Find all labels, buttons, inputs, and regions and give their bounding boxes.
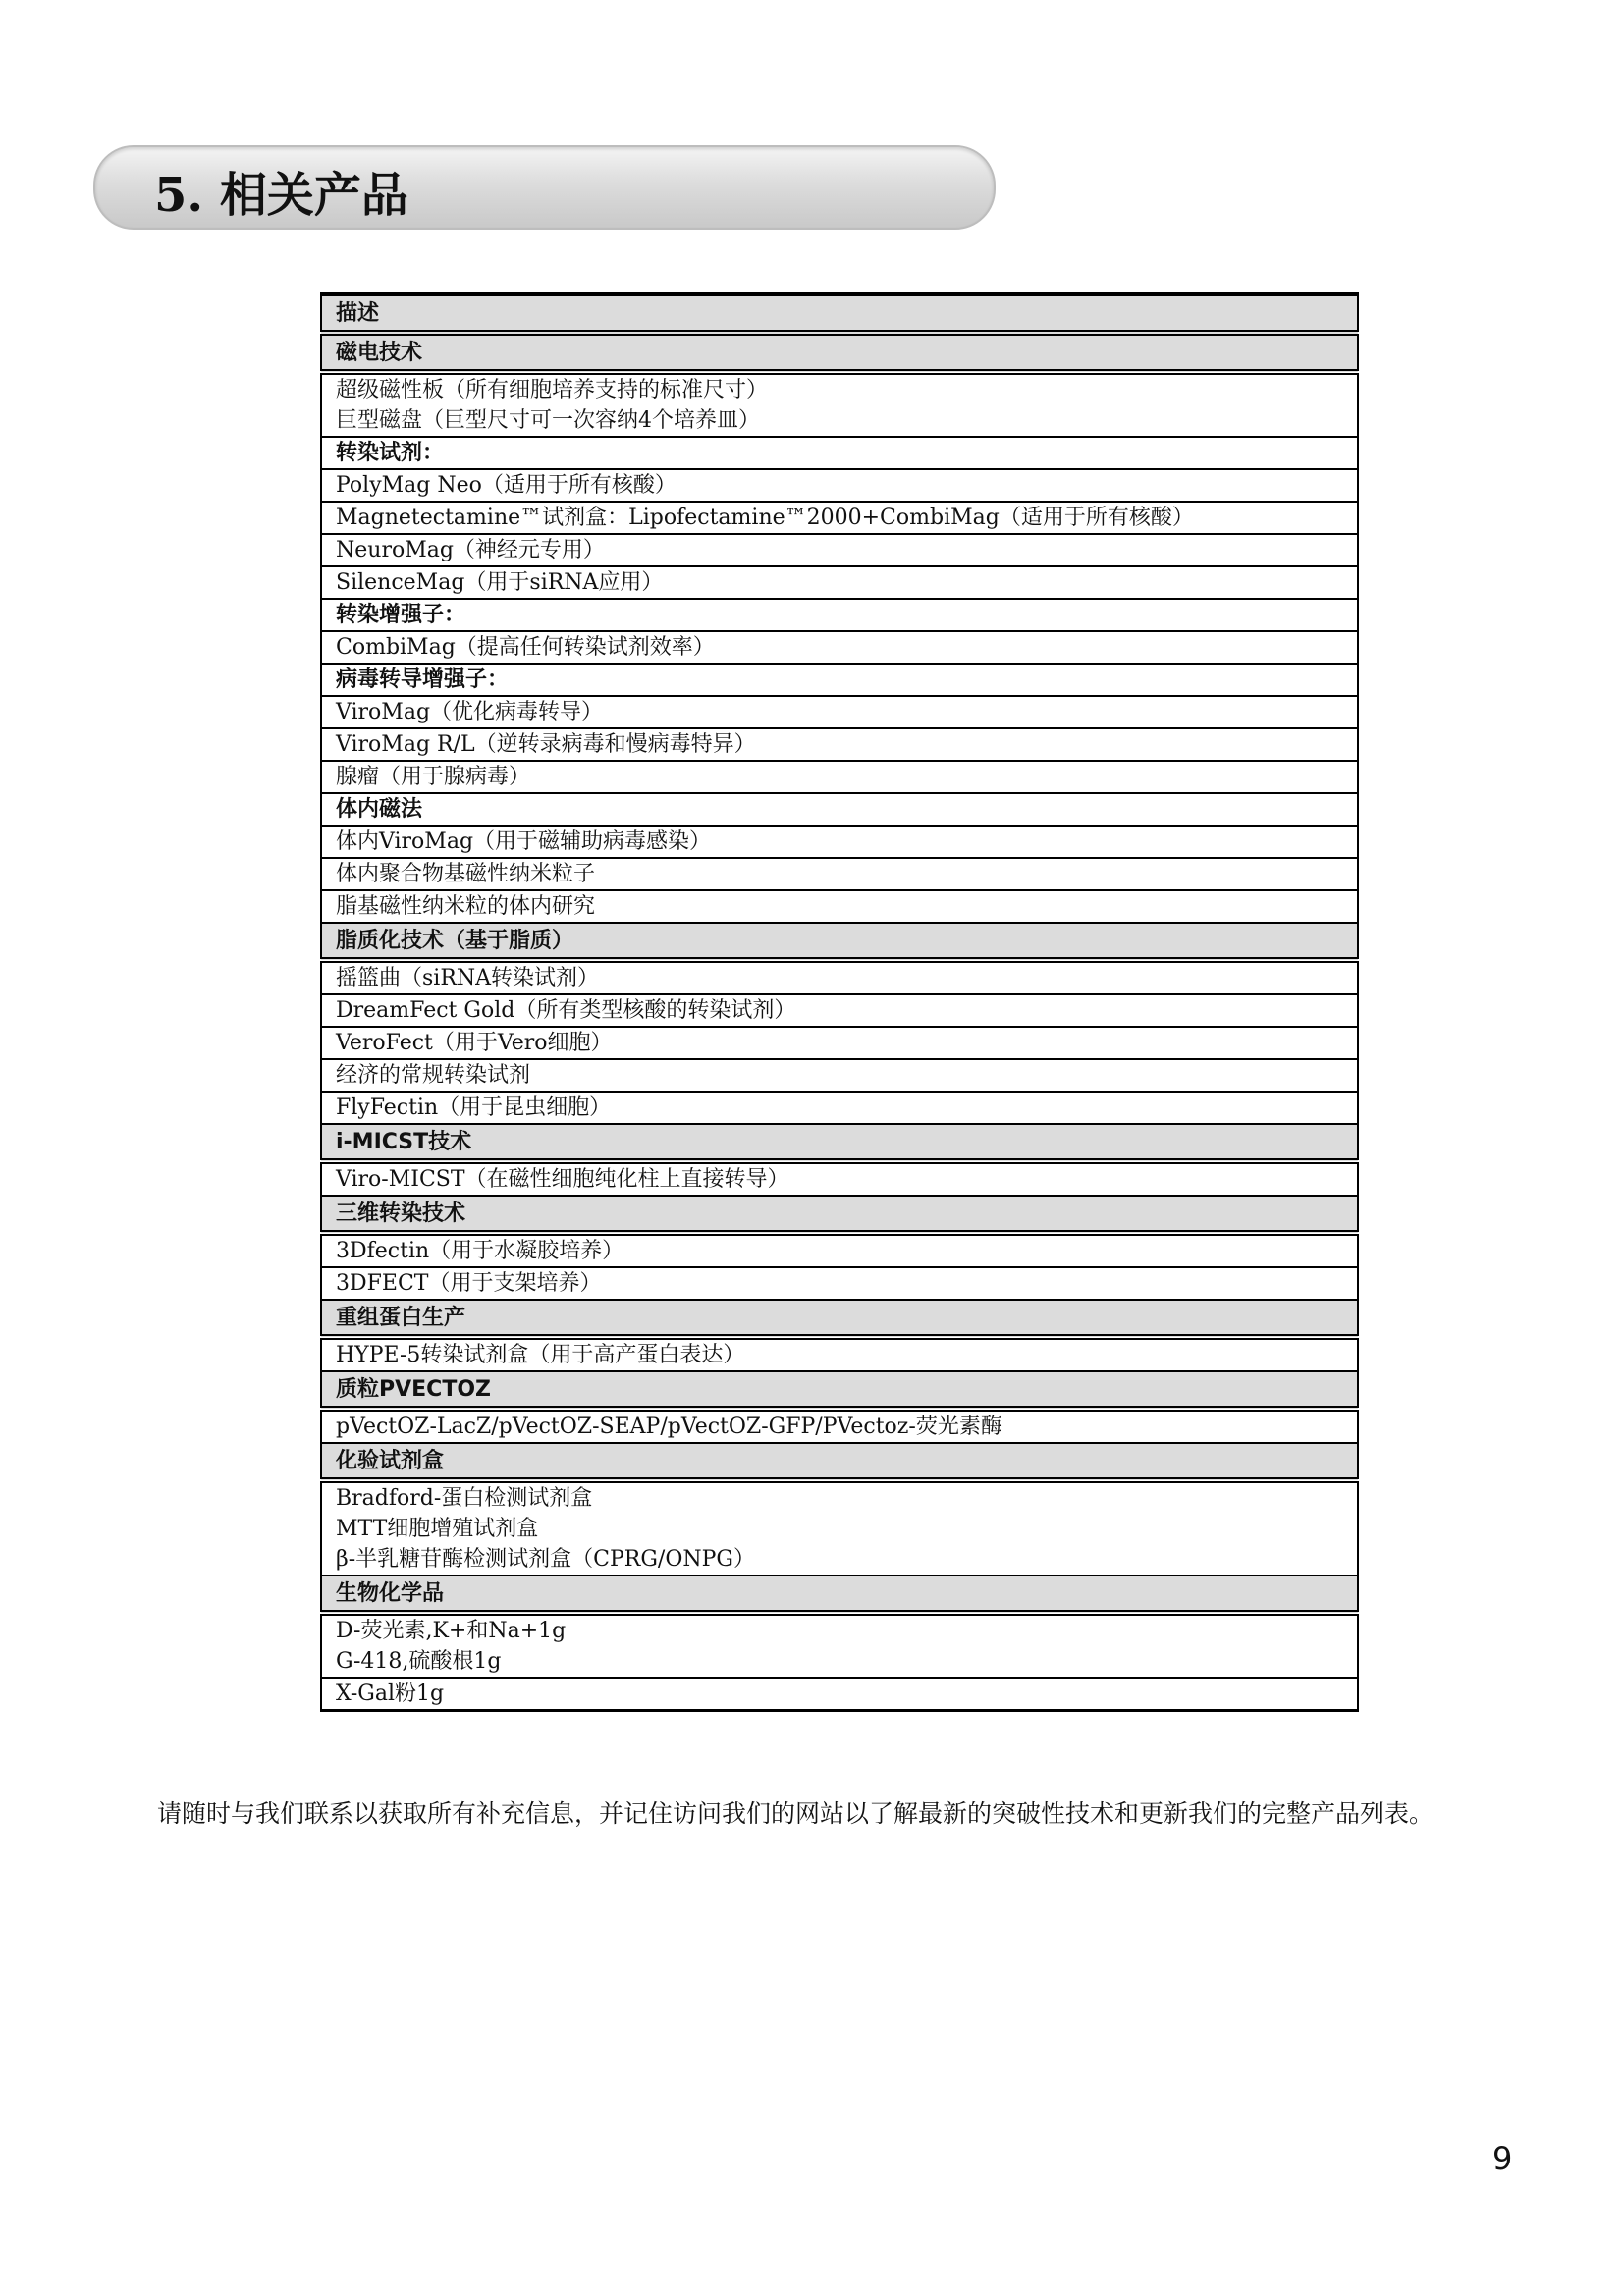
product-row [321, 469, 1358, 502]
product-name: D-荧光素,K+和Na+1g [336, 1619, 567, 1643]
table-cell [321, 1161, 1358, 1196]
table-cell [321, 1480, 1358, 1575]
table-cell [321, 1443, 1358, 1480]
product-row [321, 1613, 1358, 1678]
product-name: 脂基磁性纳米粒的体内研究 [336, 894, 596, 919]
section-title: 5. 相关产品 [154, 168, 408, 223]
category-header-row [321, 333, 1358, 372]
table-cell [321, 1678, 1358, 1711]
table-cell [321, 793, 1358, 826]
product-name: Bradford-蛋白检测试剂盒 [336, 1486, 593, 1511]
table-cell [321, 664, 1358, 696]
product-name: FlyFectin（用于昆虫细胞） [336, 1095, 612, 1120]
product-name: 经济的常规转染试剂 [336, 1063, 531, 1088]
table-cell [321, 923, 1358, 960]
table-cell [321, 1613, 1358, 1678]
category-header-row [321, 923, 1358, 960]
product-name: 3DFECT（用于支架培养） [336, 1271, 602, 1296]
table-cell [321, 1233, 1358, 1267]
product-name: 超级磁性板（所有细胞培养支持的标准尺寸） [336, 378, 769, 402]
product-row [321, 502, 1358, 534]
product-name: MTT细胞增殖试剂盒 [336, 1517, 539, 1541]
category-label: 转染增强子： [336, 603, 466, 627]
category-label: 体内磁法 [336, 797, 423, 822]
product-row [321, 1027, 1358, 1059]
product-row [321, 1678, 1358, 1711]
product-row [321, 1337, 1358, 1371]
category-label: 磁电技术 [336, 340, 423, 365]
table-cell [321, 566, 1358, 599]
product-name: 体内ViroMag（用于磁辅助病毒感染） [336, 829, 712, 854]
product-row [321, 1267, 1358, 1300]
table-cell [321, 696, 1358, 728]
page-number: 9 [1492, 2140, 1513, 2177]
product-row [321, 534, 1358, 566]
table-cell [321, 1267, 1358, 1300]
category-header-row [321, 1575, 1358, 1613]
product-name: 摇篮曲（siRNA转染试剂） [336, 966, 600, 990]
category-header-row [321, 1196, 1358, 1233]
related-products-table [320, 292, 1359, 1712]
category-label: 三维转染技术 [336, 1201, 466, 1226]
table-cell [321, 960, 1358, 994]
product-name: VeroFect（用于Vero细胞） [336, 1031, 613, 1055]
product-row [321, 1092, 1358, 1124]
product-row [321, 1480, 1358, 1575]
product-row [321, 696, 1358, 728]
product-name: ViroMag（优化病毒转导） [336, 700, 604, 724]
table-cell [321, 599, 1358, 631]
table-cell [321, 1371, 1358, 1409]
table-cell [321, 858, 1358, 890]
table-cell [321, 1300, 1358, 1337]
table-cell [321, 1027, 1358, 1059]
product-row [321, 890, 1358, 923]
product-name: G-418,硫酸根1g [336, 1649, 502, 1674]
subcategory-row [321, 599, 1358, 631]
table-cell [321, 372, 1358, 437]
category-header-row [321, 1371, 1358, 1409]
table-cell [321, 890, 1358, 923]
category-label: 重组蛋白生产 [336, 1305, 466, 1330]
product-row [321, 372, 1358, 437]
product-name: 3Dfectin（用于水凝胶培养） [336, 1239, 624, 1263]
product-name: 体内聚合物基磁性纳米粒子 [336, 862, 596, 886]
table-cell [321, 1409, 1358, 1443]
product-row [321, 1233, 1358, 1267]
category-header-row [321, 1443, 1358, 1480]
product-row [321, 994, 1358, 1027]
product-name: DreamFect Gold（所有类型核酸的转染试剂） [336, 998, 796, 1023]
product-name: PolyMag Neo（适用于所有核酸） [336, 473, 677, 498]
table-cell [321, 761, 1358, 793]
subcategory-row [321, 793, 1358, 826]
category-label: i-MICST技术 [336, 1129, 472, 1154]
product-name: Magnetectamine™试剂盒：Lipofectamine™2000+CombiMag（适用于所有核酸） [336, 506, 1194, 530]
table-cell [321, 437, 1358, 469]
category-label: 化验试剂盒 [336, 1448, 445, 1473]
section-banner [93, 145, 996, 230]
product-row [321, 858, 1358, 890]
product-row [321, 1161, 1358, 1196]
product-row [321, 1059, 1358, 1092]
product-name: CombiMag（提高任何转染试剂效率） [336, 635, 715, 660]
table-cell [321, 826, 1358, 858]
product-name: β-半乳糖苷酶检测试剂盒（CPRG/ONPG） [336, 1547, 756, 1572]
product-row [321, 631, 1358, 664]
table-cell [321, 994, 1358, 1027]
subcategory-row [321, 437, 1358, 469]
contact-note: 请随时与我们联系以获取所有补充信息，并记住访问我们的网站以了解最新的突破性技术和更新我们的完整产品列表。 [157, 1799, 1435, 1828]
subcategory-row [321, 664, 1358, 696]
table-cell [321, 1575, 1358, 1613]
category-label: 转染试剂： [336, 441, 445, 465]
table-cell [321, 534, 1358, 566]
product-name: SilenceMag（用于siRNA应用） [336, 570, 664, 595]
product-row [321, 761, 1358, 793]
category-label: 生物化学品 [336, 1580, 445, 1606]
category-label: 病毒转导增强子： [336, 667, 510, 692]
table-cell [321, 469, 1358, 502]
table-cell [321, 1337, 1358, 1371]
product-row [321, 566, 1358, 599]
table-cell [321, 333, 1358, 372]
category-label: 质粒PVECTOZ [336, 1376, 491, 1402]
product-name: 腺瘤（用于腺病毒） [336, 765, 531, 789]
category-header-row [321, 1300, 1358, 1337]
product-name: ViroMag R/L（逆转录病毒和慢病毒特异） [336, 732, 756, 757]
category-header-row [321, 294, 1358, 334]
category-header-row [321, 1124, 1358, 1161]
table-cell [321, 294, 1358, 334]
table-cell [321, 631, 1358, 664]
product-name: NeuroMag（神经元专用） [336, 538, 605, 562]
product-row [321, 1409, 1358, 1443]
product-name: pVectOZ-LacZ/pVectOZ-SEAP/pVectOZ-GFP/PVectoz-荧光素酶 [336, 1415, 1002, 1439]
product-row [321, 960, 1358, 994]
product-row [321, 826, 1358, 858]
product-name: 巨型磁盘（巨型尺寸可一次容纳4个培养皿） [336, 408, 760, 433]
product-row [321, 728, 1358, 761]
category-label: 描述 [336, 300, 380, 326]
table-cell [321, 1196, 1358, 1233]
table-cell [321, 1092, 1358, 1124]
table-cell [321, 502, 1358, 534]
table-cell [321, 728, 1358, 761]
product-name: X-Gal粉1g [336, 1682, 445, 1706]
table-cell [321, 1059, 1358, 1092]
table-cell [321, 1124, 1358, 1161]
product-name: HYPE-5转染试剂盒（用于高产蛋白表达） [336, 1343, 745, 1367]
category-label: 脂质化技术（基于脂质） [336, 928, 574, 953]
product-name: Viro-MICST（在磁性细胞纯化柱上直接转导） [336, 1167, 789, 1192]
